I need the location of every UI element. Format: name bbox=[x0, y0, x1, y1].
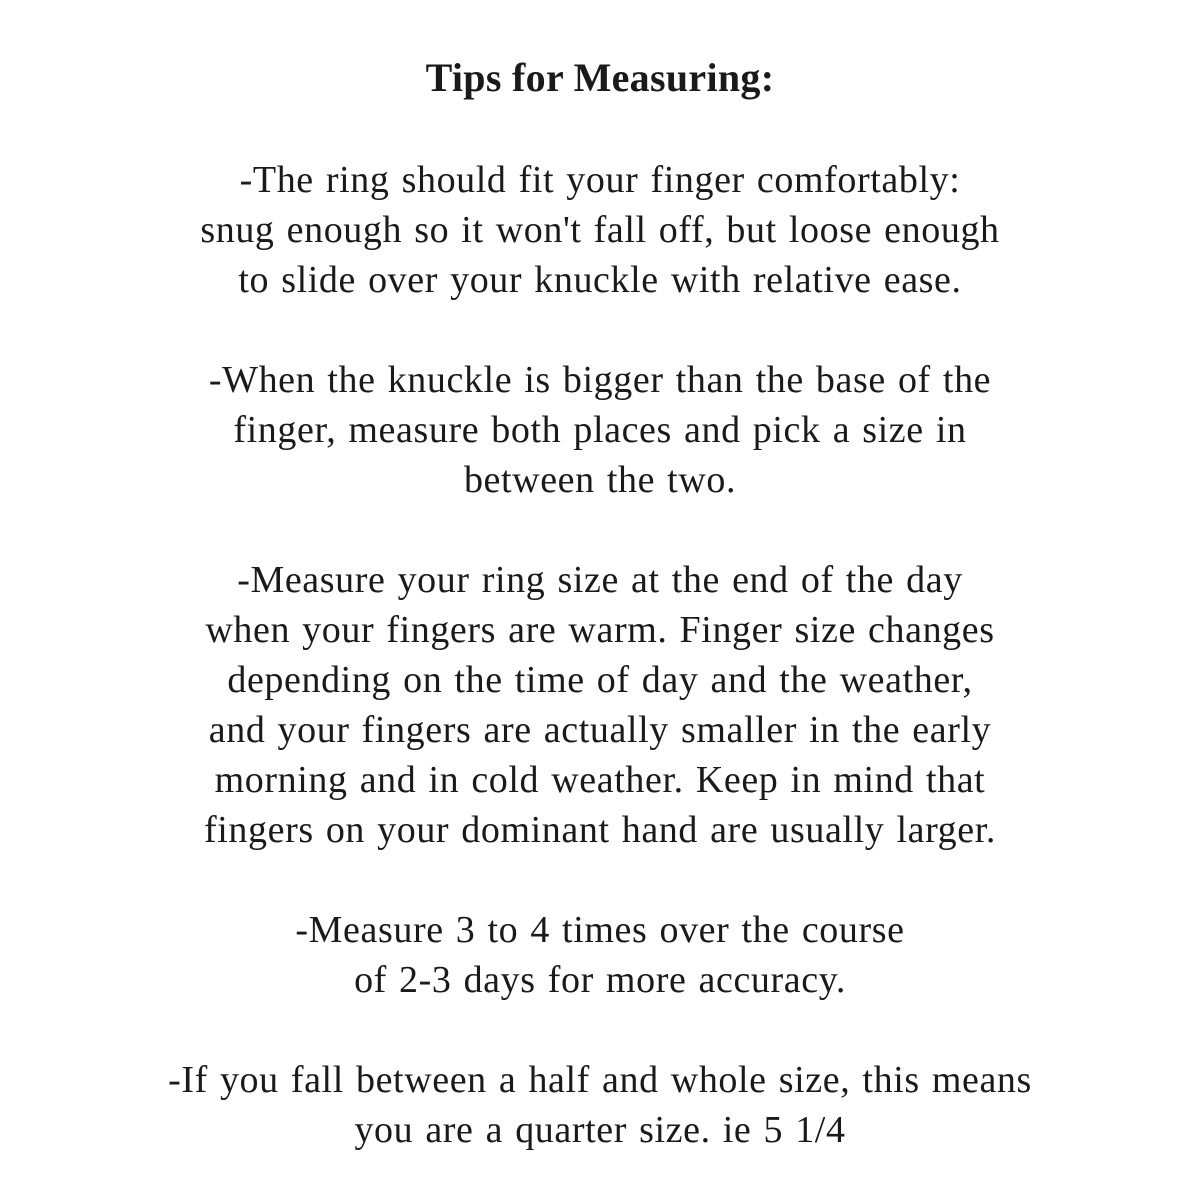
tip-quarter-size bbox=[0, 1055, 1200, 1155]
tip-line: finger, measure both places and pick a size in bbox=[233, 409, 967, 451]
tip-line: to slide over your knuckle with relative ease. bbox=[238, 259, 962, 301]
page-title: Tips for Measuring: bbox=[425, 55, 775, 100]
tip-line: fingers on your dominant hand are usually larger. bbox=[204, 809, 996, 851]
tip-line: -When the knuckle is bigger than the base of the bbox=[208, 359, 992, 401]
tip-line: snug enough so it won't fall off, but loose enough bbox=[200, 209, 1000, 251]
tip-line: you are a quarter size. ie 5 1/4 bbox=[354, 1109, 846, 1151]
tip-line: when your fingers are warm. Finger size changes bbox=[205, 609, 995, 651]
tip-line: morning and in cold weather. Keep in mind that bbox=[214, 759, 986, 801]
tip-comfortable-fit bbox=[0, 155, 1200, 305]
tip-line: -Measure your ring size at the end of the day bbox=[237, 559, 963, 601]
tip-line: -The ring should fit your finger comfortably: bbox=[239, 159, 961, 201]
tip-time-of-day bbox=[0, 555, 1200, 855]
tip-line: -Measure 3 to 4 times over the course bbox=[295, 909, 905, 951]
tip-line: between the two. bbox=[463, 459, 737, 501]
tip-line: depending on the time of day and the weather, bbox=[227, 659, 973, 701]
tip-line: -If you fall between a half and whole size, this means bbox=[168, 1059, 1032, 1101]
tip-knuckle-size bbox=[0, 355, 1200, 505]
tip-measure-repeatedly bbox=[0, 905, 1200, 1005]
tip-line: of 2-3 days for more accuracy. bbox=[354, 959, 846, 1001]
tip-line: and your fingers are actually smaller in the early bbox=[208, 709, 992, 751]
